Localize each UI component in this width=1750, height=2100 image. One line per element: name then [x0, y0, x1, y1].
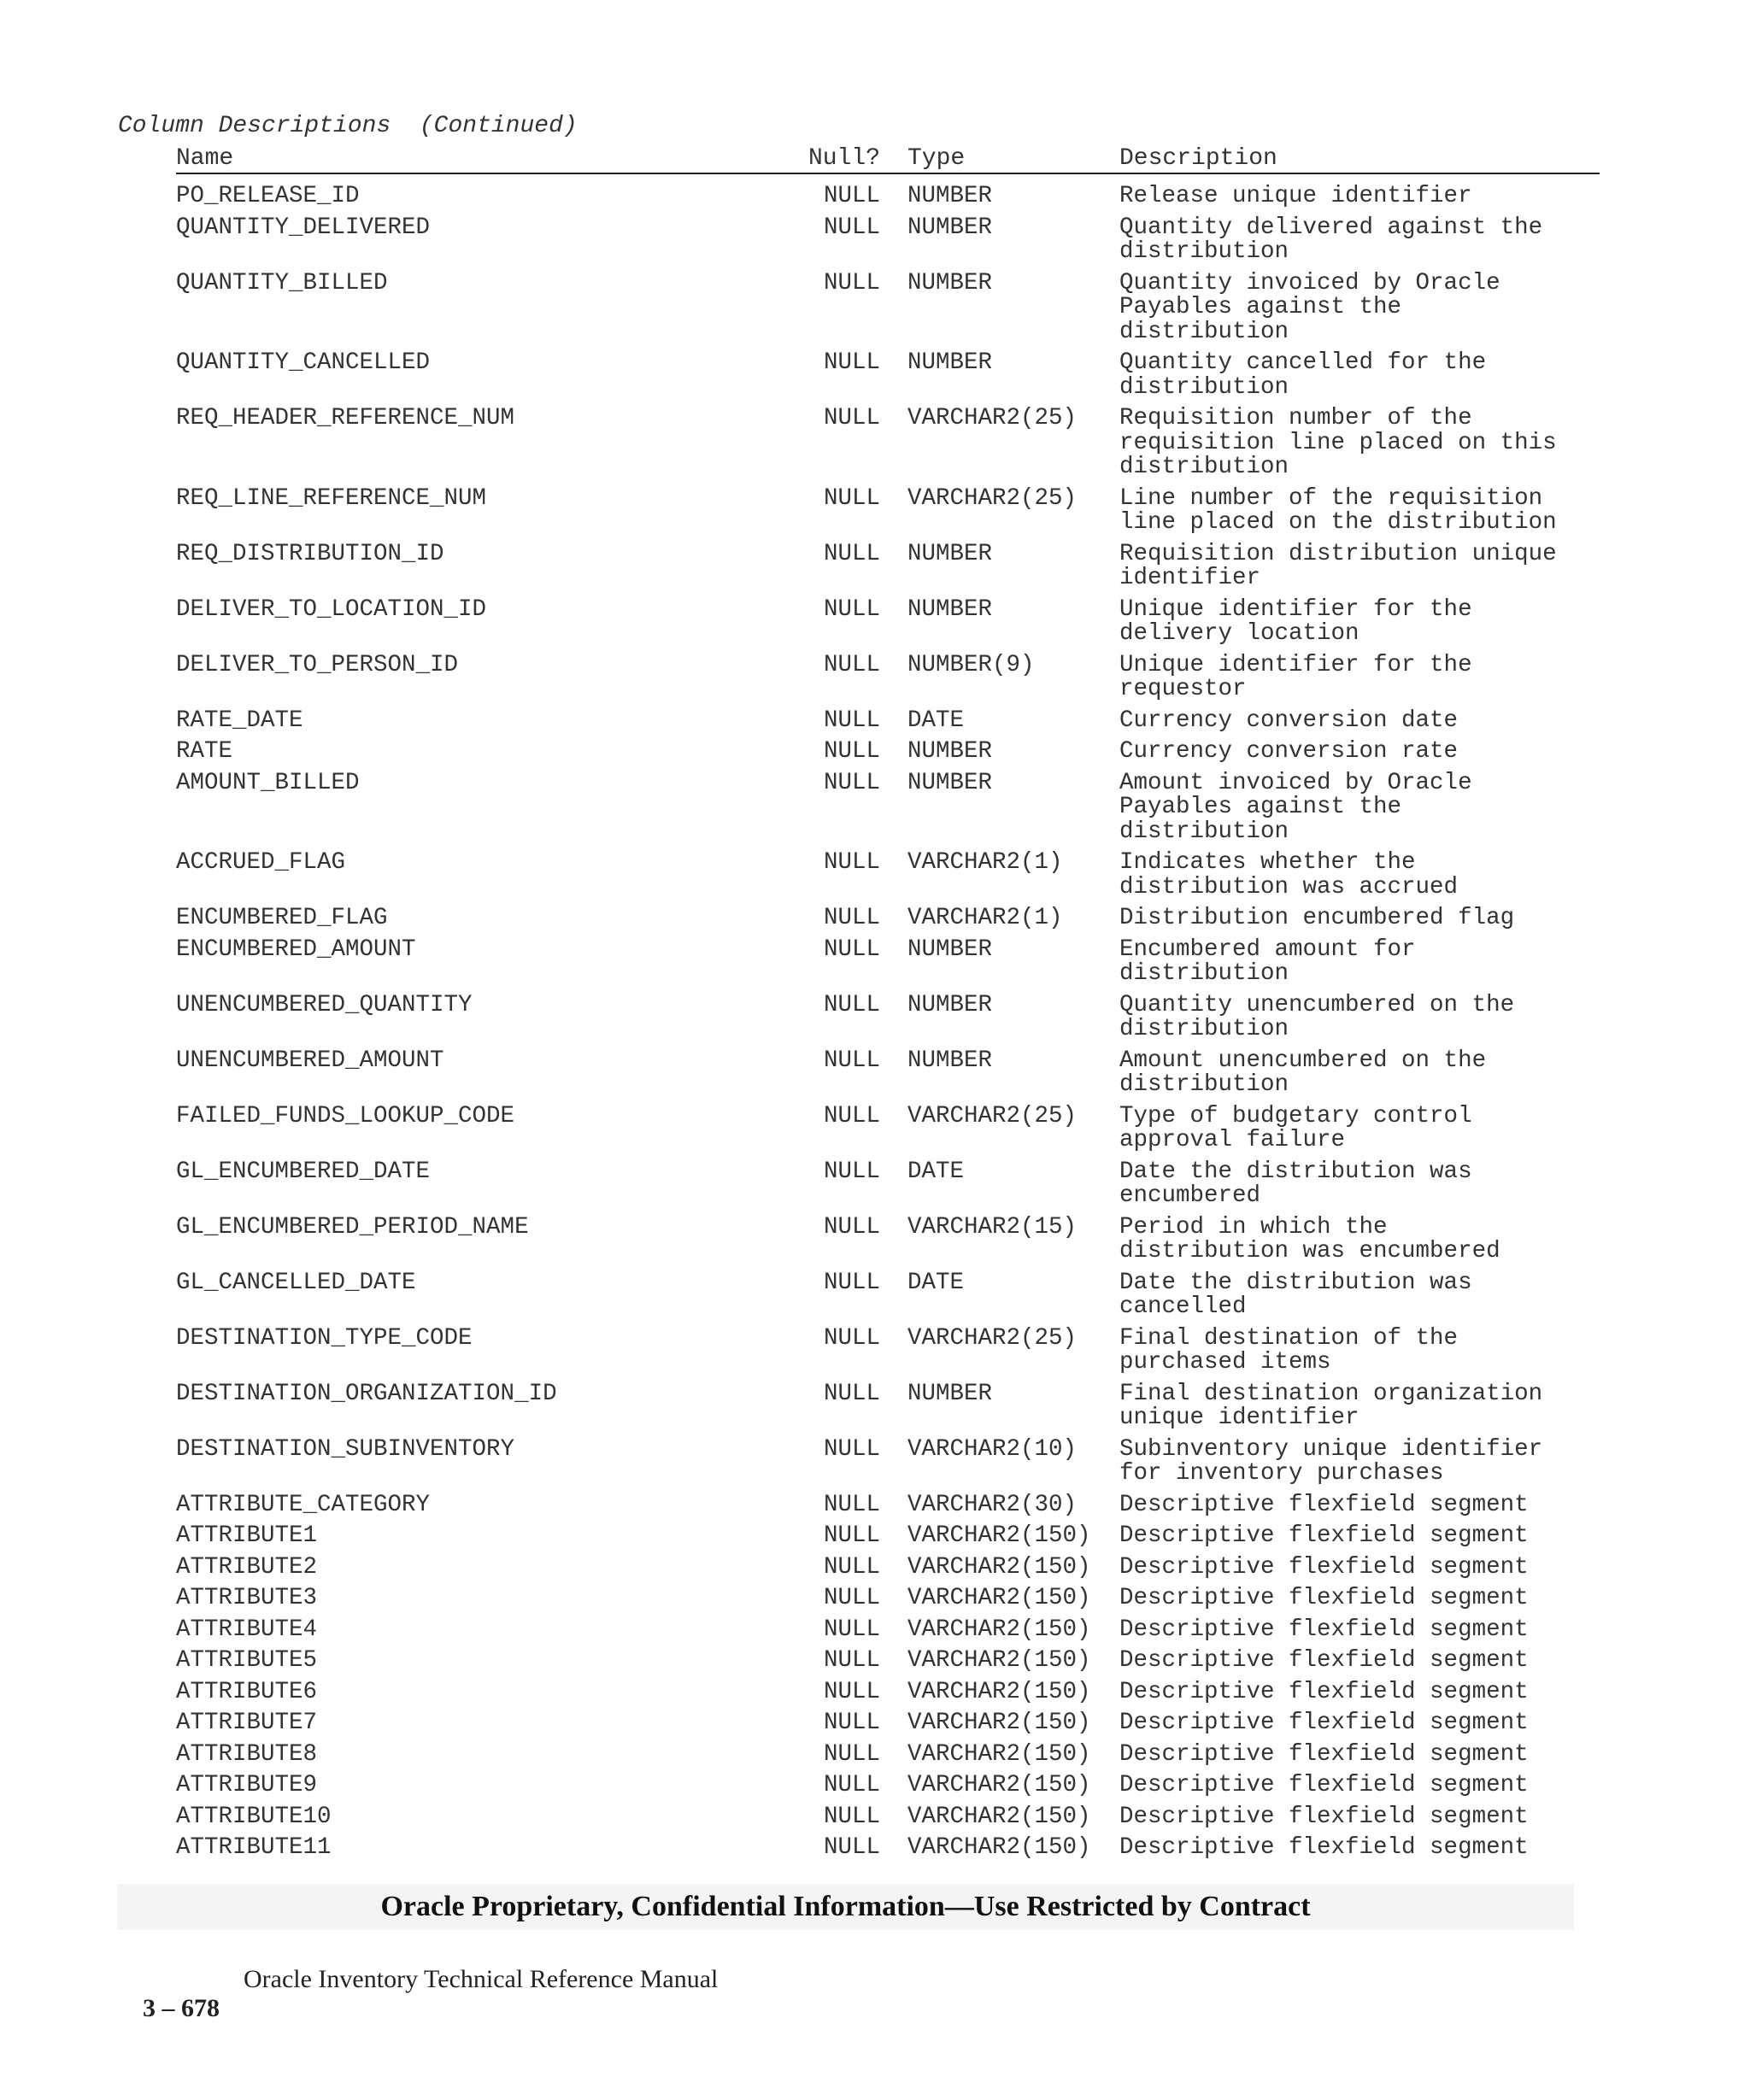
table-row — [0, 1587, 1750, 1611]
column-type: VARCHAR2(1) — [907, 849, 1063, 876]
column-type: NUMBER — [907, 1380, 993, 1407]
column-description — [1119, 740, 1598, 765]
column-name: REQ_DISTRIBUTION_ID — [176, 540, 444, 567]
table-row — [0, 1213, 1750, 1264]
column-type: NUMBER — [907, 540, 993, 567]
column-type: VARCHAR2(15) — [907, 1213, 1078, 1241]
table-row — [0, 938, 1750, 987]
column-description — [1119, 1587, 1598, 1611]
description-line: Descriptive flexfield segment — [1119, 1834, 1529, 1861]
column-nullable: NULL — [824, 405, 881, 431]
description-line: Quantity unencumbered on the — [1119, 991, 1515, 1018]
column-type: VARCHAR2(150) — [907, 1710, 1091, 1736]
description-line: Descriptive flexfield segment — [1119, 1491, 1529, 1518]
column-description — [1119, 1774, 1598, 1798]
description-line: distribution — [1119, 454, 1289, 480]
description-line: approval failure — [1119, 1127, 1346, 1153]
description-line: Indicates whether the — [1119, 849, 1416, 876]
column-description — [1119, 1324, 1598, 1376]
description-line: Encumbered amount for — [1119, 936, 1416, 963]
column-name: DESTINATION_TYPE_CODE — [176, 1324, 473, 1352]
column-name: UNENCUMBERED_QUANTITY — [176, 991, 473, 1018]
table-row — [0, 771, 1750, 845]
column-description — [1119, 1711, 1598, 1736]
table-row — [0, 351, 1750, 400]
column-nullable: NULL — [824, 269, 881, 296]
column-description — [1119, 1271, 1598, 1320]
description-line: identifier — [1119, 565, 1261, 591]
column-description — [1119, 1805, 1598, 1830]
table-row — [0, 851, 1750, 900]
column-description — [1119, 1160, 1598, 1209]
column-nullable: NULL — [824, 1324, 881, 1352]
column-description — [1119, 938, 1598, 987]
description-line: Descriptive flexfield segment — [1119, 1710, 1529, 1736]
header-name: Name — [176, 145, 234, 172]
column-description — [1119, 1836, 1598, 1861]
column-name: QUANTITY_CANCELLED — [176, 349, 431, 376]
description-line: Date the distribution was — [1119, 1158, 1472, 1185]
column-description — [1119, 851, 1598, 900]
table-row — [0, 1553, 1750, 1581]
column-name: ATTRIBUTE7 — [176, 1710, 318, 1736]
table-row — [0, 595, 1750, 647]
table-row — [0, 1618, 1750, 1643]
description-line: Amount invoiced by Oracle — [1119, 769, 1472, 796]
column-nullable: NULL — [824, 1772, 881, 1798]
column-description — [1119, 1102, 1598, 1153]
column-name: QUANTITY_DELIVERED — [176, 214, 431, 241]
column-type: VARCHAR2(10) — [907, 1435, 1078, 1463]
table-row — [0, 906, 1750, 931]
column-nullable: NULL — [824, 1047, 881, 1074]
description-line: distribution — [1119, 318, 1289, 345]
column-type: NUMBER — [907, 349, 993, 376]
description-line: Date the distribution was — [1119, 1269, 1472, 1296]
column-name: REQ_HEADER_REFERENCE_NUM — [176, 405, 515, 431]
column-name: RATE — [176, 738, 233, 765]
description-line: Payables against the — [1119, 294, 1402, 320]
description-line: Currency conversion date — [1119, 707, 1459, 734]
column-nullable: NULL — [824, 769, 881, 796]
column-nullable: NULL — [824, 595, 881, 623]
description-line: distribution was encumbered — [1119, 1238, 1500, 1264]
description-line: Subinventory unique identifier — [1119, 1435, 1543, 1463]
column-type: DATE — [907, 707, 965, 734]
column-name: RATE_DATE — [176, 707, 303, 734]
header-description: Description — [1119, 145, 1277, 172]
column-type: NUMBER — [907, 769, 993, 796]
column-name: ATTRIBUTE3 — [176, 1585, 318, 1611]
description-line: requisition line placed on this — [1119, 429, 1557, 456]
column-name: ATTRIBUTE1 — [176, 1522, 318, 1549]
column-nullable: NULL — [824, 183, 881, 209]
table-row — [0, 651, 1750, 702]
column-type: VARCHAR2(25) — [907, 1324, 1078, 1352]
column-description — [1119, 651, 1598, 702]
column-description — [1119, 771, 1598, 845]
column-type: NUMBER — [907, 991, 993, 1018]
column-nullable: NULL — [824, 540, 881, 567]
description-line: line placed on the distribution — [1119, 509, 1557, 536]
column-nullable: NULL — [824, 849, 881, 876]
table-row — [0, 1102, 1750, 1153]
table-row — [0, 1324, 1750, 1376]
column-description — [1119, 185, 1598, 209]
column-description — [1119, 595, 1598, 647]
table-row — [0, 1774, 1750, 1798]
description-line: distribution — [1119, 818, 1289, 845]
column-type: VARCHAR2(150) — [907, 1740, 1091, 1768]
table-row — [0, 216, 1750, 265]
description-line: Requisition distribution unique — [1119, 540, 1557, 567]
column-nullable: NULL — [824, 1102, 881, 1129]
description-line: Amount unencumbered on the — [1119, 1047, 1487, 1074]
column-name: ATTRIBUTE_CATEGORY — [176, 1491, 431, 1518]
column-description — [1119, 991, 1598, 1042]
column-name: UNENCUMBERED_AMOUNT — [176, 1047, 444, 1074]
table-row — [0, 709, 1750, 734]
description-line: encumbered — [1119, 1182, 1261, 1209]
column-type: VARCHAR2(150) — [907, 1834, 1091, 1861]
table-row — [0, 185, 1750, 209]
column-type: DATE — [907, 1269, 965, 1296]
column-name: ATTRIBUTE6 — [176, 1678, 318, 1705]
description-line: distribution — [1119, 960, 1289, 987]
column-nullable: NULL — [824, 1585, 881, 1611]
column-description — [1119, 1618, 1598, 1643]
table-row — [0, 1836, 1750, 1861]
description-line: Descriptive flexfield segment — [1119, 1740, 1529, 1768]
column-nullable: NULL — [824, 651, 881, 678]
table-header — [176, 144, 1600, 174]
column-nullable: NULL — [824, 214, 881, 241]
description-line: Quantity invoiced by Oracle — [1119, 269, 1500, 296]
column-nullable: NULL — [824, 936, 881, 963]
header-type: Type — [907, 145, 966, 172]
column-description — [1119, 407, 1598, 480]
description-line: distribution — [1119, 1071, 1289, 1098]
column-nullable: NULL — [824, 1491, 881, 1518]
column-name: ATTRIBUTE11 — [176, 1834, 332, 1861]
description-line: Descriptive flexfield segment — [1119, 1522, 1529, 1549]
table-row — [0, 1271, 1750, 1320]
column-type: NUMBER — [907, 1047, 993, 1074]
column-name: FAILED_FUNDS_LOOKUP_CODE — [176, 1102, 515, 1129]
description-line: Final destination of the — [1119, 1324, 1459, 1352]
description-line: distribution — [1119, 238, 1289, 265]
column-description — [1119, 1049, 1598, 1098]
description-line: Distribution encumbered flag — [1119, 905, 1515, 931]
description-line: Quantity delivered against the — [1119, 214, 1543, 241]
table-row — [0, 269, 1750, 345]
column-type: VARCHAR2(150) — [907, 1522, 1091, 1549]
table-row — [0, 1493, 1750, 1518]
column-description — [1119, 1649, 1598, 1674]
column-type: NUMBER — [907, 595, 993, 623]
description-line: Release unique identifier — [1119, 183, 1472, 209]
column-description — [1119, 1435, 1598, 1487]
table-row — [0, 740, 1750, 765]
description-line: Unique identifier for the — [1119, 651, 1472, 678]
description-line: purchased items — [1119, 1349, 1331, 1376]
column-description — [1119, 484, 1598, 536]
page-footer — [117, 1965, 719, 2081]
column-description — [1119, 1524, 1598, 1549]
column-name: PO_RELEASE_ID — [176, 183, 360, 209]
table-row — [0, 1678, 1750, 1705]
column-type: NUMBER — [907, 738, 993, 765]
column-type: NUMBER(9) — [907, 651, 1035, 678]
column-name: ATTRIBUTE10 — [176, 1803, 332, 1830]
table-row — [0, 540, 1750, 591]
description-line: Quantity cancelled for the — [1119, 349, 1487, 376]
column-type: VARCHAR2(150) — [907, 1772, 1091, 1798]
table-row — [0, 1649, 1750, 1674]
column-name: ATTRIBUTE4 — [176, 1616, 318, 1643]
table-row — [0, 1524, 1750, 1549]
column-type: VARCHAR2(25) — [907, 1102, 1078, 1129]
description-line: for inventory purchases — [1119, 1460, 1444, 1487]
column-type: NUMBER — [907, 936, 993, 963]
column-name: REQ_LINE_REFERENCE_NUM — [176, 484, 487, 512]
column-nullable: NULL — [824, 1435, 881, 1463]
table-caption: Column Descriptions (Continued) — [118, 113, 578, 139]
column-type: VARCHAR2(150) — [907, 1803, 1091, 1830]
column-nullable: NULL — [824, 1834, 881, 1861]
column-type: DATE — [907, 1158, 965, 1185]
column-nullable: NULL — [824, 1647, 881, 1674]
column-nullable: NULL — [824, 1678, 881, 1705]
column-name: ATTRIBUTE5 — [176, 1647, 318, 1674]
description-line: Unique identifier for the — [1119, 595, 1472, 623]
header-null: Null? — [808, 145, 881, 172]
description-line: cancelled — [1119, 1293, 1247, 1320]
column-nullable: NULL — [824, 1213, 881, 1241]
column-description — [1119, 351, 1598, 400]
description-line: Type of budgetary control — [1119, 1102, 1472, 1129]
column-nullable: NULL — [824, 1158, 881, 1185]
confidentiality-banner: Oracle Proprietary, Confidential Information––Use Restricted by Contract — [117, 1884, 1574, 1930]
table-row — [0, 484, 1750, 536]
column-type: VARCHAR2(150) — [907, 1553, 1091, 1581]
description-line: Descriptive flexfield segment — [1119, 1678, 1529, 1705]
column-name: ATTRIBUTE8 — [176, 1740, 318, 1768]
page-number: 3 – 678 — [143, 1994, 220, 2022]
column-type: NUMBER — [907, 269, 993, 296]
column-type: VARCHAR2(150) — [907, 1647, 1091, 1674]
description-line: Requisition number of the — [1119, 405, 1472, 431]
column-type: VARCHAR2(25) — [907, 484, 1078, 512]
description-line: Descriptive flexfield segment — [1119, 1553, 1529, 1581]
column-nullable: NULL — [824, 905, 881, 931]
column-nullable: NULL — [824, 1269, 881, 1296]
column-nullable: NULL — [824, 1553, 881, 1581]
column-nullable: NULL — [824, 738, 881, 765]
table-row — [0, 1805, 1750, 1830]
description-line: Line number of the requisition — [1119, 484, 1543, 512]
column-description — [1119, 1678, 1598, 1705]
column-name: ENCUMBERED_FLAG — [176, 905, 388, 931]
column-name: ACCRUED_FLAG — [176, 849, 346, 876]
column-nullable: NULL — [824, 707, 881, 734]
column-type: VARCHAR2(150) — [907, 1585, 1091, 1611]
description-line: Descriptive flexfield segment — [1119, 1803, 1529, 1830]
column-nullable: NULL — [824, 1616, 881, 1643]
column-name: DELIVER_TO_PERSON_ID — [176, 651, 459, 678]
column-name: ATTRIBUTE2 — [176, 1553, 318, 1581]
column-nullable: NULL — [824, 1380, 881, 1407]
table-row — [0, 1711, 1750, 1736]
column-name: DESTINATION_ORGANIZATION_ID — [176, 1380, 557, 1407]
column-name: ATTRIBUTE9 — [176, 1772, 318, 1798]
column-description — [1119, 540, 1598, 591]
description-line: delivery location — [1119, 620, 1359, 647]
column-nullable: NULL — [824, 1522, 881, 1549]
table-row — [0, 1435, 1750, 1487]
manual-title: Oracle Inventory Technical Reference Manual — [244, 1965, 719, 1993]
table-row — [0, 991, 1750, 1042]
column-type: VARCHAR2(150) — [907, 1678, 1091, 1705]
column-description-rows — [0, 185, 1750, 1868]
description-line: Currency conversion rate — [1119, 738, 1459, 765]
column-name: GL_ENCUMBERED_PERIOD_NAME — [176, 1213, 529, 1241]
column-type: NUMBER — [907, 183, 993, 209]
description-line: Payables against the — [1119, 794, 1402, 820]
column-description — [1119, 1213, 1598, 1264]
table-row — [0, 407, 1750, 480]
column-nullable: NULL — [824, 349, 881, 376]
column-description — [1119, 216, 1598, 265]
description-line: distribution was accrued — [1119, 873, 1459, 900]
column-description — [1119, 709, 1598, 734]
description-line: distribution — [1119, 1016, 1289, 1042]
table-row — [0, 1382, 1750, 1431]
column-description — [1119, 269, 1598, 345]
description-line: unique identifier — [1119, 1405, 1359, 1431]
table-row — [0, 1049, 1750, 1098]
table-row — [0, 1740, 1750, 1768]
column-type: VARCHAR2(25) — [907, 405, 1078, 431]
column-name: DESTINATION_SUBINVENTORY — [176, 1435, 515, 1463]
description-line: Final destination organization — [1119, 1380, 1543, 1407]
column-name: GL_CANCELLED_DATE — [176, 1269, 416, 1296]
column-name: GL_ENCUMBERED_DATE — [176, 1158, 431, 1185]
column-description — [1119, 1493, 1598, 1518]
column-name: ENCUMBERED_AMOUNT — [176, 936, 416, 963]
description-line: Period in which the — [1119, 1213, 1388, 1241]
column-nullable: NULL — [824, 484, 881, 512]
column-name: DELIVER_TO_LOCATION_ID — [176, 595, 487, 623]
column-nullable: NULL — [824, 1710, 881, 1736]
column-nullable: NULL — [824, 991, 881, 1018]
description-line: Descriptive flexfield segment — [1119, 1585, 1529, 1611]
column-nullable: NULL — [824, 1740, 881, 1768]
column-type: NUMBER — [907, 214, 993, 241]
description-line: Descriptive flexfield segment — [1119, 1647, 1529, 1674]
description-line: Descriptive flexfield segment — [1119, 1616, 1529, 1643]
column-description — [1119, 1553, 1598, 1581]
column-type: VARCHAR2(30) — [907, 1491, 1078, 1518]
description-line: requestor — [1119, 676, 1247, 702]
column-type: VARCHAR2(1) — [907, 905, 1063, 931]
column-description — [1119, 1740, 1598, 1768]
description-line: Descriptive flexfield segment — [1119, 1772, 1529, 1798]
column-name: AMOUNT_BILLED — [176, 769, 360, 796]
column-description — [1119, 1382, 1598, 1431]
table-row — [0, 1160, 1750, 1209]
column-description — [1119, 906, 1598, 931]
column-name: QUANTITY_BILLED — [176, 269, 388, 296]
column-nullable: NULL — [824, 1803, 881, 1830]
description-line: distribution — [1119, 373, 1289, 401]
column-type: VARCHAR2(150) — [907, 1616, 1091, 1643]
